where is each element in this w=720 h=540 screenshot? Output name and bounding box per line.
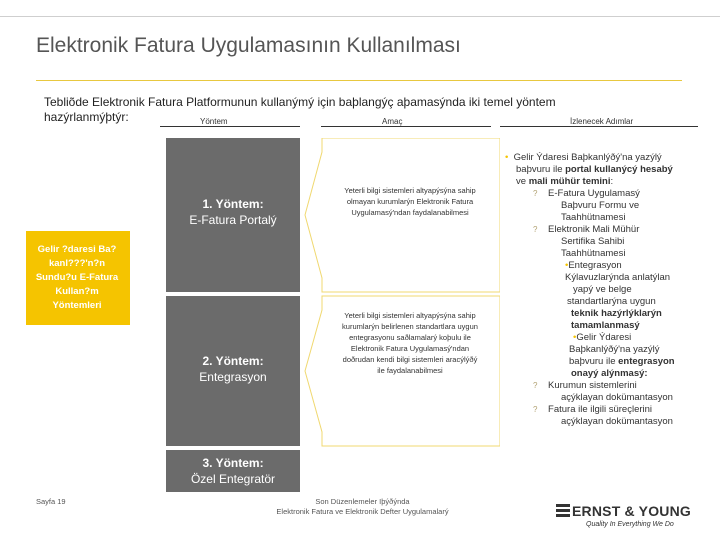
step-line-9: Taahhütnamesi xyxy=(561,248,626,259)
method-2-label xyxy=(166,353,300,385)
bullet-icon: • xyxy=(573,332,577,343)
method-3-number: 3. Yöntem: xyxy=(202,456,264,470)
column-header-purpose: Amaç xyxy=(382,117,403,126)
page-number: Sayfa 19 xyxy=(36,497,66,506)
step-line-15: tamamlanmasý xyxy=(571,320,640,331)
footer-caption-line-2: Elektronik Fatura ve Elektronik Defter Uygulamalarý xyxy=(276,507,449,516)
method-2-name: Entegrasyon xyxy=(199,370,267,384)
step-line-5: Baþvuru Formu ve xyxy=(561,200,640,211)
method-1-name: E-Fatura Portalý xyxy=(189,213,277,227)
step-line-6: Taahhütnamesi xyxy=(561,212,626,223)
step-line-2: baþvuru ile portal kullanýcý hesabý xyxy=(516,164,673,175)
footer-caption xyxy=(240,497,485,517)
intro-text xyxy=(44,95,556,125)
step-line-17: Baþkanlýðý'na yazýlý xyxy=(569,344,660,355)
step-line-7: ? Elektronik Mali Mühür xyxy=(533,224,640,235)
column-rule-steps xyxy=(500,126,698,127)
step-line-19: onayý alýnmasý: xyxy=(571,368,648,379)
column-header-steps: İzlenecek Adımlar xyxy=(570,117,634,126)
bullet-icon: • xyxy=(505,152,509,163)
step-line-13: standartlarýna uygun xyxy=(567,296,656,307)
step-line-10: •Entegrasyon xyxy=(565,260,622,271)
step-line-22: ? Fatura ile ilgili süreçlerini xyxy=(533,404,653,415)
brand-tagline: Quality In Everything We Do xyxy=(586,521,674,528)
purpose-1-text: Yeterli bilgi sistemleri altyapýsýna sahip olmayan kurumlarýn Elektronik Fatura Uygulamasý'ndan faydalanabilmesi xyxy=(344,186,476,217)
method-3-label xyxy=(166,455,300,487)
step-line-18: baþvuru ile entegrasyon xyxy=(569,356,675,367)
step-line-16: •Gelir Ýdaresi xyxy=(573,332,632,343)
column-rule-purpose xyxy=(321,126,491,127)
ey-logo-icon xyxy=(556,503,570,517)
method-2-number: 2. Yöntem: xyxy=(202,354,264,368)
question-bullet-icon: ? xyxy=(533,381,538,390)
column-header-method: Yöntem xyxy=(200,117,228,126)
step-line-14: teknik hazýrlýklarýn xyxy=(571,308,662,319)
intro-line-1: Tebliõde Elektronik Fatura Platformunun kullanýmý için baþlangýç aþamasýnda iki temel yöntem xyxy=(44,95,556,109)
slide-title: Elektronik Fatura Uygulamasının Kullanılması xyxy=(36,34,461,57)
footer-caption-line-1: Son Düzenlemeler Iþýðýnda xyxy=(315,497,410,506)
steps-block xyxy=(505,152,710,428)
method-1-number: 1. Yöntem: xyxy=(202,197,264,211)
step-line-4: ? E-Fatura Uygulamasý xyxy=(533,188,640,199)
step-line-3: ve mali mühür temini: xyxy=(516,176,614,187)
step-line-12: yapý ve belge xyxy=(573,284,632,295)
column-rule-method xyxy=(160,126,300,127)
step-line-8: Sertifika Sahibi xyxy=(561,236,625,247)
purpose-2-text: Yeterli bilgi sistemleri altyapýsýna sahip kurumlarýn belirlenen standartlara uygun entegrasyonu saðlamalarý koþulu ile Elektronik Fatura Uygulamasý'ndan doðrudan kendi bilgi sistemleri aracýlýðý ile faydalanabilmesi xyxy=(342,311,478,375)
group-label: Gelir ?daresi Ba?kanl???'n?n Sundu?u E-Fatura Kullan?m Yöntemleri xyxy=(35,244,119,311)
title-underline xyxy=(36,80,682,81)
question-bullet-icon: ? xyxy=(533,225,538,234)
step-line-20: ? Kurumun sistemlerini xyxy=(533,380,637,391)
step-line-11: Kýlavuzlarýnda anlatýlan xyxy=(565,272,671,283)
top-divider xyxy=(0,16,720,17)
step-line-1: • Gelir Ýdaresi Baþkanlýðý'na yazýlý xyxy=(505,152,662,163)
step-line-23: açýklayan dokümantasyon xyxy=(561,416,673,427)
step-line-21: açýklayan dokümantasyon xyxy=(561,392,673,403)
intro-line-2: hazýrlanmýþtýr: xyxy=(44,110,129,124)
question-bullet-icon: ? xyxy=(533,189,538,198)
method-3-name: Özel Entegratör xyxy=(190,472,276,486)
question-bullet-icon: ? xyxy=(533,405,538,414)
brand-logo: ERNST & YOUNG xyxy=(572,503,692,519)
method-1-label xyxy=(166,196,300,228)
bullet-icon: • xyxy=(565,260,569,271)
